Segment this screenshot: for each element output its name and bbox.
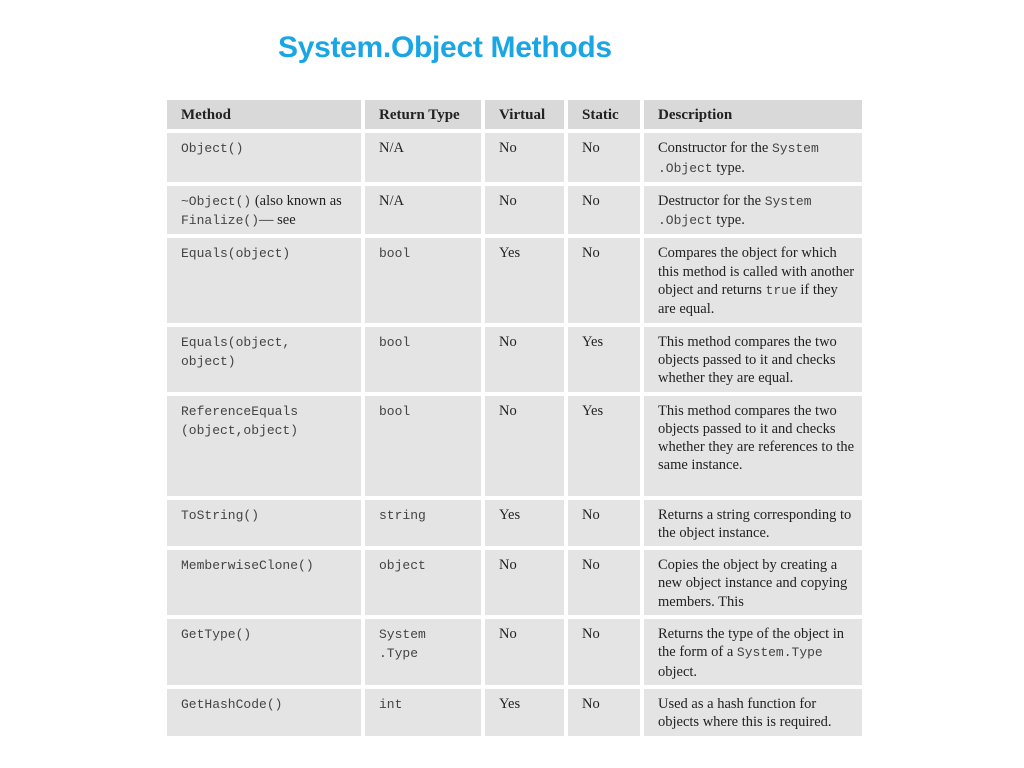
code-text: bool <box>379 403 411 419</box>
cell-method <box>167 327 361 392</box>
cell-method <box>167 133 361 182</box>
cell-method <box>167 238 361 322</box>
methods-table <box>163 96 866 740</box>
text: Constructor for the <box>658 140 772 157</box>
cell-return-type <box>365 133 481 182</box>
code-text: Object() <box>181 141 244 157</box>
cell-static: No <box>568 133 640 182</box>
cell-description <box>644 619 862 685</box>
cell-static: No <box>568 550 640 615</box>
cell-description <box>644 689 862 736</box>
table-row <box>167 500 862 547</box>
code-text: MemberwiseClone() <box>181 558 314 574</box>
cell-static: Yes <box>568 327 640 392</box>
table-row <box>167 550 862 615</box>
text: — see <box>259 212 296 229</box>
table-row <box>167 327 862 392</box>
code-text: ~Object() <box>181 193 252 209</box>
header-virtual: Virtual <box>485 100 564 129</box>
code-text: Equals(object, object) <box>181 334 291 369</box>
cell-method <box>167 619 361 685</box>
text: Compares the object for which this method is called with another object and returns <box>658 245 855 299</box>
code-text: ReferenceEquals (object,object) <box>181 403 299 438</box>
code-text: string <box>379 507 426 523</box>
text: This method compares the two objects passed to it and checks whether they are equal. <box>658 333 837 387</box>
cell-virtual: No <box>485 327 564 392</box>
header-description: Description <box>644 100 862 129</box>
code-text: Finalize() <box>181 213 260 229</box>
cell-return-type <box>365 327 481 392</box>
code-text: ToString() <box>181 507 260 523</box>
code-text: System .Object <box>658 193 812 229</box>
code-text: System .Object <box>658 141 819 176</box>
header-static: Static <box>568 100 640 129</box>
cell-static: No <box>568 238 640 322</box>
cell-static: No <box>568 689 640 736</box>
code-text: GetHashCode() <box>181 696 283 712</box>
text: object. <box>658 663 698 680</box>
table-row <box>167 689 862 736</box>
cell-static: No <box>568 500 640 547</box>
code-text: object <box>379 558 426 574</box>
text: Used as a hash function for objects where this is required. <box>658 695 832 731</box>
code-text: GetType() <box>181 627 252 643</box>
code-text: System .Type <box>379 627 426 662</box>
cell-virtual: Yes <box>485 500 564 547</box>
table-row <box>167 133 862 182</box>
cell-description <box>644 500 862 547</box>
text: N/A <box>379 140 404 157</box>
cell-virtual: No <box>485 619 564 685</box>
text: Copies the object by creating a new object instance and copying members. This <box>658 557 848 610</box>
table-row <box>167 619 862 685</box>
page-title: System.Object Methods <box>278 31 612 64</box>
header-return-type: Return Type <box>365 100 481 129</box>
cell-method <box>167 550 361 615</box>
table-row <box>167 186 862 235</box>
cell-virtual: No <box>485 396 564 496</box>
text: type. <box>712 212 745 229</box>
cell-return-type <box>365 689 481 736</box>
cell-description <box>644 186 862 235</box>
cell-description <box>644 133 862 182</box>
text: Returns the type of the object in the form of a <box>658 626 845 661</box>
cell-static: No <box>568 186 640 235</box>
text: Returns a string corresponding to the object instance. <box>658 506 852 541</box>
text: N/A <box>379 192 404 209</box>
code-text: Equals(object) <box>181 246 291 262</box>
text: (also known as <box>251 192 342 209</box>
table-row <box>167 238 862 322</box>
code-text: bool <box>379 246 411 262</box>
cell-description <box>644 396 862 496</box>
header-method: Method <box>167 100 361 129</box>
cell-static: Yes <box>568 396 640 496</box>
cell-virtual: No <box>485 186 564 235</box>
cell-method <box>167 186 361 235</box>
code-text: int <box>379 696 403 712</box>
cell-method <box>167 689 361 736</box>
text: Destructor for the <box>658 192 765 209</box>
cell-virtual: No <box>485 550 564 615</box>
table-header-row <box>167 100 862 129</box>
cell-method <box>167 396 361 496</box>
code-text: System.Type <box>736 645 823 661</box>
code-text: bool <box>379 334 411 350</box>
cell-return-type <box>365 396 481 496</box>
cell-virtual: Yes <box>485 238 564 322</box>
cell-virtual: Yes <box>485 689 564 736</box>
cell-return-type <box>365 238 481 322</box>
cell-return-type <box>365 186 481 235</box>
cell-static: No <box>568 619 640 685</box>
cell-description <box>644 550 862 615</box>
cell-description <box>644 327 862 392</box>
cell-return-type <box>365 619 481 685</box>
table-row <box>167 396 862 496</box>
cell-return-type <box>365 500 481 547</box>
code-text: true <box>765 283 797 299</box>
cell-virtual: No <box>485 133 564 182</box>
cell-return-type <box>365 550 481 615</box>
cell-description <box>644 238 862 322</box>
text: This method compares the two objects passed to it and checks whether they are references to the same instance. <box>658 402 855 474</box>
text: if they are equal. <box>658 282 838 318</box>
text: type. <box>712 159 745 176</box>
cell-method <box>167 500 361 547</box>
